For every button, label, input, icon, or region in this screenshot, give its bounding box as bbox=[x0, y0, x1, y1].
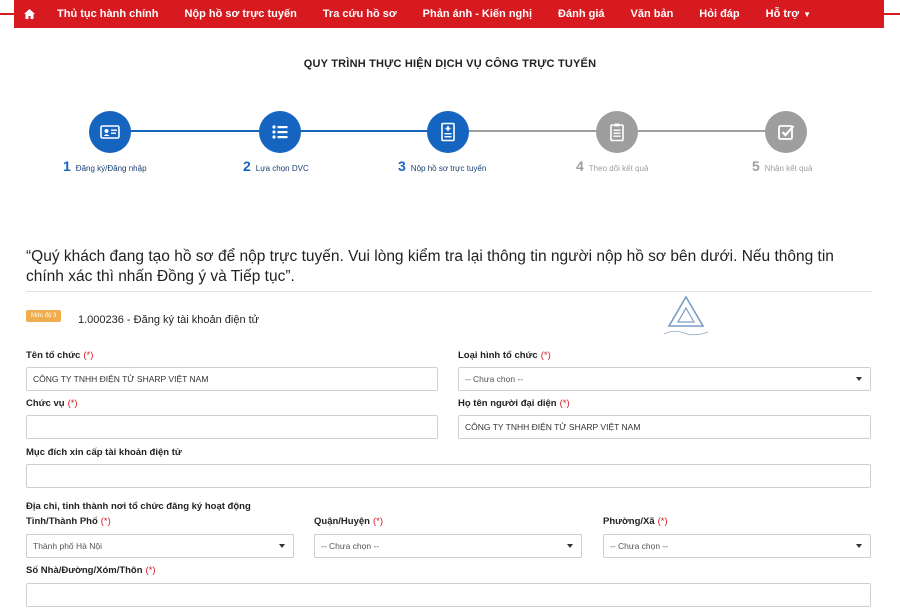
step-4-label bbox=[576, 158, 648, 174]
dropdown-arrow-icon bbox=[856, 377, 862, 381]
required-mark: (*) bbox=[657, 516, 668, 527]
level-badge: Mức độ 3 bbox=[26, 310, 61, 322]
required-mark: (*) bbox=[540, 350, 551, 361]
step-4-number: 4 bbox=[576, 158, 584, 174]
nav-item-phan-anh[interactable]: Phản ánh - Kiến nghị bbox=[422, 8, 533, 20]
nav-item-ho-tro-label: Hỗ trợ bbox=[765, 8, 800, 20]
street-label-text: Số Nhà/Đường/Xóm/Thôn bbox=[26, 565, 143, 576]
service-name: 1.000236 - Đăng ký tài khoản điện tử bbox=[78, 314, 260, 326]
step-2-number: 2 bbox=[243, 158, 251, 174]
nav-item-van-ban[interactable]: Văn bản bbox=[630, 8, 674, 20]
step-connector-3 bbox=[468, 130, 596, 132]
nav-item-hoi-dap[interactable]: Hỏi đáp bbox=[699, 8, 740, 20]
org-type-select[interactable] bbox=[458, 367, 871, 391]
representative-label-text: Họ tên người đại diện bbox=[458, 398, 557, 409]
step-connector-4 bbox=[638, 130, 765, 132]
street-label bbox=[26, 565, 156, 576]
position-label-text: Chức vụ bbox=[26, 398, 65, 409]
district-select[interactable] bbox=[314, 534, 582, 558]
nav-item-danh-gia[interactable]: Đánh giá bbox=[558, 8, 605, 20]
nav-item-thu-tuc[interactable]: Thủ tục hành chính bbox=[57, 8, 159, 20]
step-1-number: 1 bbox=[63, 158, 71, 174]
org-type-value: -- Chưa chọn -- bbox=[465, 374, 524, 384]
nav-edge-left bbox=[0, 13, 14, 15]
section-divider bbox=[26, 291, 872, 292]
home-icon[interactable] bbox=[14, 9, 44, 19]
dropdown-arrow-icon bbox=[856, 544, 862, 548]
step-5-label bbox=[752, 158, 812, 174]
representative-input[interactable]: CÔNG TY TNHH ĐIỆN TỬ SHARP VIỆT NAM bbox=[458, 415, 871, 439]
watermark-logo bbox=[660, 294, 712, 338]
required-mark: (*) bbox=[83, 350, 94, 361]
district-value: -- Chưa chọn -- bbox=[321, 541, 380, 551]
step-5-number: 5 bbox=[752, 158, 760, 174]
org-name-input[interactable]: CÔNG TY TNHH ĐIỆN TỬ SHARP VIỆT NAM bbox=[26, 367, 438, 391]
step-3-number: 3 bbox=[398, 158, 406, 174]
step-3-label bbox=[398, 158, 486, 174]
street-input[interactable] bbox=[26, 583, 871, 607]
required-mark: (*) bbox=[145, 565, 156, 576]
top-navigation bbox=[14, 0, 884, 28]
step-5-circle bbox=[765, 111, 807, 153]
required-mark: (*) bbox=[67, 398, 78, 409]
confirmation-notice: “Quý khách đang tạo hồ sơ để nộp trực tuyến. Vui lòng kiểm tra lại thông tin người nộp hồ sơ bên dưới. Nếu thông tin chính xác thì nhấn Đồng ý và Tiếp tục”. bbox=[26, 248, 834, 285]
purpose-input[interactable] bbox=[26, 464, 871, 488]
step-1-circle bbox=[89, 111, 131, 153]
step-3-text: Nộp hồ sơ trực tuyến bbox=[410, 164, 487, 173]
process-stepper bbox=[0, 108, 900, 178]
province-value: Thành phố Hà Nội bbox=[33, 541, 102, 551]
step-2-circle bbox=[259, 111, 301, 153]
step-1-text: Đăng ký/Đăng nhập bbox=[75, 164, 147, 173]
clipboard-icon bbox=[606, 121, 628, 143]
province-select[interactable] bbox=[26, 534, 294, 558]
required-mark: (*) bbox=[559, 398, 570, 409]
id-card-icon bbox=[99, 121, 121, 143]
address-heading: Địa chỉ, tỉnh thành nơi tổ chức đăng ký hoạt động bbox=[26, 501, 251, 512]
org-type-label bbox=[458, 350, 551, 361]
document-icon bbox=[437, 121, 459, 143]
position-input[interactable] bbox=[26, 415, 438, 439]
required-mark: (*) bbox=[372, 516, 383, 527]
step-4-text: Theo dõi kết quả bbox=[588, 164, 649, 173]
district-label-text: Quận/Huyện bbox=[314, 516, 370, 527]
chevron-down-icon: ▼ bbox=[803, 10, 812, 19]
dropdown-arrow-icon bbox=[279, 544, 285, 548]
purpose-label: Mục đích xin cấp tài khoản điện tử bbox=[26, 447, 182, 458]
ward-label-text: Phường/Xã bbox=[603, 516, 655, 527]
step-2-text: Lựa chọn DVC bbox=[255, 164, 309, 173]
org-name-label bbox=[26, 350, 93, 361]
ward-value: -- Chưa chọn -- bbox=[610, 541, 669, 551]
step-2-label bbox=[243, 158, 309, 174]
org-name-label-text: Tên tổ chức bbox=[26, 350, 81, 361]
process-title: QUY TRÌNH THỰC HIỆN DỊCH VỤ CÔNG TRỰC TUYẾN bbox=[303, 58, 597, 70]
step-5-text: Nhận kết quả bbox=[764, 164, 813, 173]
list-icon bbox=[269, 121, 291, 143]
required-mark: (*) bbox=[100, 516, 111, 527]
org-type-label-text: Loại hình tổ chức bbox=[458, 350, 538, 361]
check-icon bbox=[775, 121, 797, 143]
step-connector-2 bbox=[300, 130, 427, 132]
dropdown-arrow-icon bbox=[567, 544, 573, 548]
step-4-circle bbox=[596, 111, 638, 153]
nav-item-ho-tro[interactable] bbox=[753, 8, 824, 20]
representative-label bbox=[458, 398, 570, 409]
nav-item-tra-cuu[interactable]: Tra cứu hồ sơ bbox=[322, 8, 397, 20]
ward-label bbox=[603, 516, 668, 527]
province-label bbox=[26, 516, 111, 527]
nav-item-nop-ho-so[interactable]: Nộp hồ sơ trực tuyến bbox=[184, 8, 297, 20]
district-label bbox=[314, 516, 383, 527]
step-connector-1 bbox=[130, 130, 259, 132]
position-label bbox=[26, 398, 78, 409]
step-3-circle bbox=[427, 111, 469, 153]
nav-edge-right bbox=[884, 13, 900, 15]
step-1-label bbox=[63, 158, 147, 174]
province-label-text: Tỉnh/Thành Phố bbox=[26, 516, 98, 527]
ward-select[interactable] bbox=[603, 534, 871, 558]
